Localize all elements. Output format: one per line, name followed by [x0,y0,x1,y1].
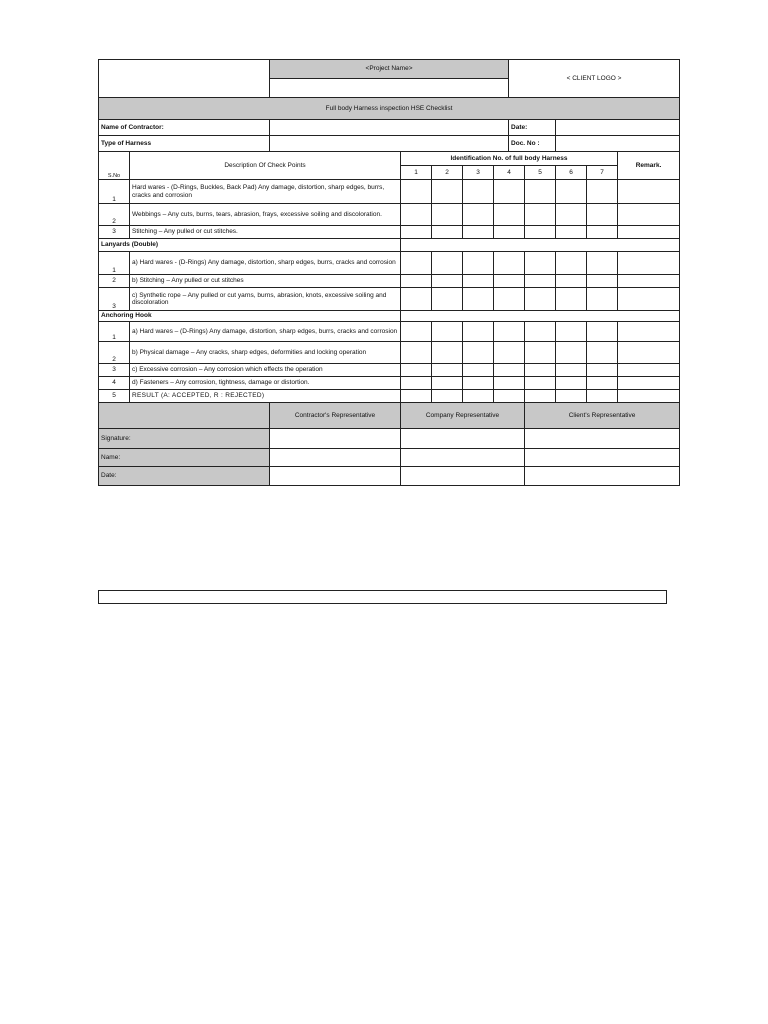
contractor-field[interactable] [270,120,509,136]
check-cell[interactable] [587,364,618,377]
checklist-table [98,59,680,486]
harness-type-label: Type of Harness [99,136,270,152]
result-cell[interactable] [401,390,432,403]
check-cell[interactable] [556,204,587,226]
remark-cell[interactable] [618,342,680,364]
header-blank-cell [99,60,270,98]
check-cell[interactable] [525,377,556,390]
item-text: Webbings – Any cuts, burns, tears, abrasion, frays, excessive soiling and discoloration. [130,204,401,226]
company-date-field[interactable] [401,467,525,486]
check-cell[interactable] [525,288,556,311]
id-col-5: 5 [525,166,556,180]
name-label: Name: [99,449,270,467]
table-row [99,342,680,364]
result-cell[interactable] [432,390,463,403]
check-cell[interactable] [587,226,618,239]
check-cell[interactable] [432,275,463,288]
table-row [99,364,680,377]
remark-cell[interactable] [618,204,680,226]
check-cell[interactable] [525,342,556,364]
check-cell[interactable] [463,377,494,390]
check-cell[interactable] [463,288,494,311]
check-cell[interactable] [401,204,432,226]
check-cell[interactable] [525,275,556,288]
check-cell[interactable] [525,180,556,204]
contractor-name-field[interactable] [270,449,401,467]
item-sno: 2 [99,342,130,364]
section-heading-hook: Anchoring Hook [99,311,401,322]
id-col-2: 2 [432,166,463,180]
check-cell[interactable] [556,342,587,364]
check-cell[interactable] [432,288,463,311]
check-cell[interactable] [556,180,587,204]
date-label: Date: [509,120,556,136]
page-title: Full body Harness inspection HSE Checklist [99,98,680,120]
remark-cell[interactable] [618,288,680,311]
check-cell[interactable] [587,377,618,390]
check-cell[interactable] [587,288,618,311]
check-cell[interactable] [401,252,432,275]
item-sno: 3 [99,288,130,311]
doc-no-label: Doc. No : [509,136,556,152]
harness-type-field[interactable] [270,136,509,152]
id-header: Identification No. of full body Harness [401,152,618,166]
check-cell[interactable] [587,322,618,342]
table-row [99,252,680,275]
check-cell[interactable] [494,342,525,364]
doc-no-field[interactable] [556,136,680,152]
company-rep-header: Company Representative [401,403,525,429]
check-cell[interactable] [463,252,494,275]
check-cell[interactable] [463,204,494,226]
item-sno: 3 [99,226,130,239]
check-cell[interactable] [463,226,494,239]
check-cell[interactable] [432,252,463,275]
result-cell[interactable] [525,390,556,403]
check-cell[interactable] [494,252,525,275]
check-cell[interactable] [587,275,618,288]
result-text: RESULT (A: ACCEPTED, R : REJECTED) [130,390,401,403]
client-name-field[interactable] [525,449,680,467]
item-sno: 5 [99,390,130,403]
check-cell[interactable] [525,252,556,275]
check-cell[interactable] [432,364,463,377]
table-row [99,226,680,239]
check-cell[interactable] [432,180,463,204]
contractor-signature-field[interactable] [270,429,401,449]
check-cell[interactable] [463,275,494,288]
check-cell[interactable] [401,180,432,204]
check-cell[interactable] [463,180,494,204]
id-col-7: 7 [587,166,618,180]
check-cell[interactable] [494,275,525,288]
footer-box [98,590,667,604]
table-row [99,322,680,342]
check-cell[interactable] [556,288,587,311]
sno-header: S.No [99,152,130,180]
check-cell[interactable] [401,275,432,288]
id-col-3: 3 [463,166,494,180]
check-cell[interactable] [494,377,525,390]
section-blank [401,239,680,252]
company-name-field[interactable] [401,449,525,467]
remark-cell[interactable] [618,364,680,377]
check-cell[interactable] [463,322,494,342]
item-text: Hard wares - (D-Rings, Buckles, Back Pad) Any damage, distortion, sharp edges, burrs, cracks and corrosion [130,180,401,204]
check-cell[interactable] [494,322,525,342]
client-signature-field[interactable] [525,429,680,449]
table-row [99,288,680,311]
project-name-value[interactable] [270,79,509,98]
remark-cell[interactable] [618,180,680,204]
table-row [99,204,680,226]
remark-cell[interactable] [618,275,680,288]
remark-cell[interactable] [618,226,680,239]
item-text: b) Physical damage – Any cracks, sharp edges, deformities and locking operation [130,342,401,364]
check-cell[interactable] [401,288,432,311]
check-cell[interactable] [463,342,494,364]
item-text: c) Synthetic rope – Any pulled or cut yarns, burns, abrasion, knots, excessive soiling and discoloration [130,288,401,311]
signature-label: Signature: [99,429,270,449]
check-cell[interactable] [587,180,618,204]
contractor-rep-header: Contractor's Representative [270,403,401,429]
check-cell[interactable] [463,364,494,377]
check-cell[interactable] [494,204,525,226]
item-text: Stitching – Any pulled or cut stitches. [130,226,401,239]
check-cell[interactable] [432,377,463,390]
check-cell[interactable] [494,180,525,204]
check-cell[interactable] [494,364,525,377]
id-col-4: 4 [494,166,525,180]
client-date-field[interactable] [525,467,680,486]
check-cell[interactable] [556,252,587,275]
check-cell[interactable] [556,322,587,342]
table-row [99,275,680,288]
check-cell[interactable] [401,226,432,239]
check-cell[interactable] [556,377,587,390]
check-cell[interactable] [401,377,432,390]
remark-cell[interactable] [618,322,680,342]
section-heading-lanyards: Lanyards (Double) [99,239,401,252]
table-row [99,180,680,204]
id-col-6: 6 [556,166,587,180]
item-sno: 3 [99,364,130,377]
check-cell[interactable] [587,342,618,364]
item-text: a) Hard wares – (D-Rings) Any damage, distortion, sharp edges, burrs, cracks and corrosion [130,322,401,342]
company-signature-field[interactable] [401,429,525,449]
remark-cell[interactable] [618,377,680,390]
item-text: d) Fasteners – Any corrosion, tightness, damage or distortion. [130,377,401,390]
check-cell[interactable] [525,364,556,377]
signoff-date-label: Date: [99,467,270,486]
table-row [99,377,680,390]
id-col-1: 1 [401,166,432,180]
check-cell[interactable] [556,275,587,288]
check-cell[interactable] [525,204,556,226]
check-cell[interactable] [525,322,556,342]
remark-cell[interactable] [618,252,680,275]
item-sno: 1 [99,180,130,204]
check-cell[interactable] [494,226,525,239]
check-cell[interactable] [556,364,587,377]
result-cell[interactable] [494,390,525,403]
result-cell[interactable] [463,390,494,403]
remark-cell[interactable] [618,390,680,403]
contractor-date-field[interactable] [270,467,401,486]
description-header: Description Of Check Points [130,152,401,180]
item-sno: 2 [99,204,130,226]
result-row [99,390,680,403]
check-cell[interactable] [525,226,556,239]
item-sno: 2 [99,275,130,288]
check-cell[interactable] [432,204,463,226]
remark-header: Remark. [618,152,680,180]
date-field[interactable] [556,120,680,136]
client-logo: < CLIENT LOGO > [509,60,680,98]
section-blank [401,311,680,322]
check-cell[interactable] [556,226,587,239]
check-cell[interactable] [432,226,463,239]
contractor-label: Name of Contractor: [99,120,270,136]
signoff-corner [99,403,270,429]
check-cell[interactable] [587,252,618,275]
item-sno: 4 [99,377,130,390]
item-text: c) Excessive corrosion – Any corrosion which effects the operation [130,364,401,377]
check-cell[interactable] [401,322,432,342]
item-text: a) Hard wares - (D-Rings) Any damage, distortion, sharp edges, burrs, cracks and corrosion [130,252,401,275]
check-cell[interactable] [494,288,525,311]
check-cell[interactable] [432,342,463,364]
check-cell[interactable] [432,322,463,342]
item-sno: 1 [99,252,130,275]
client-rep-header: Client's Representative [525,403,680,429]
project-name: <Project Name> [270,60,509,79]
check-cell[interactable] [587,204,618,226]
item-text: b) Stitching – Any pulled or cut stitches [130,275,401,288]
check-cell[interactable] [401,364,432,377]
result-cell[interactable] [587,390,618,403]
result-cell[interactable] [556,390,587,403]
item-sno: 1 [99,322,130,342]
check-cell[interactable] [401,342,432,364]
